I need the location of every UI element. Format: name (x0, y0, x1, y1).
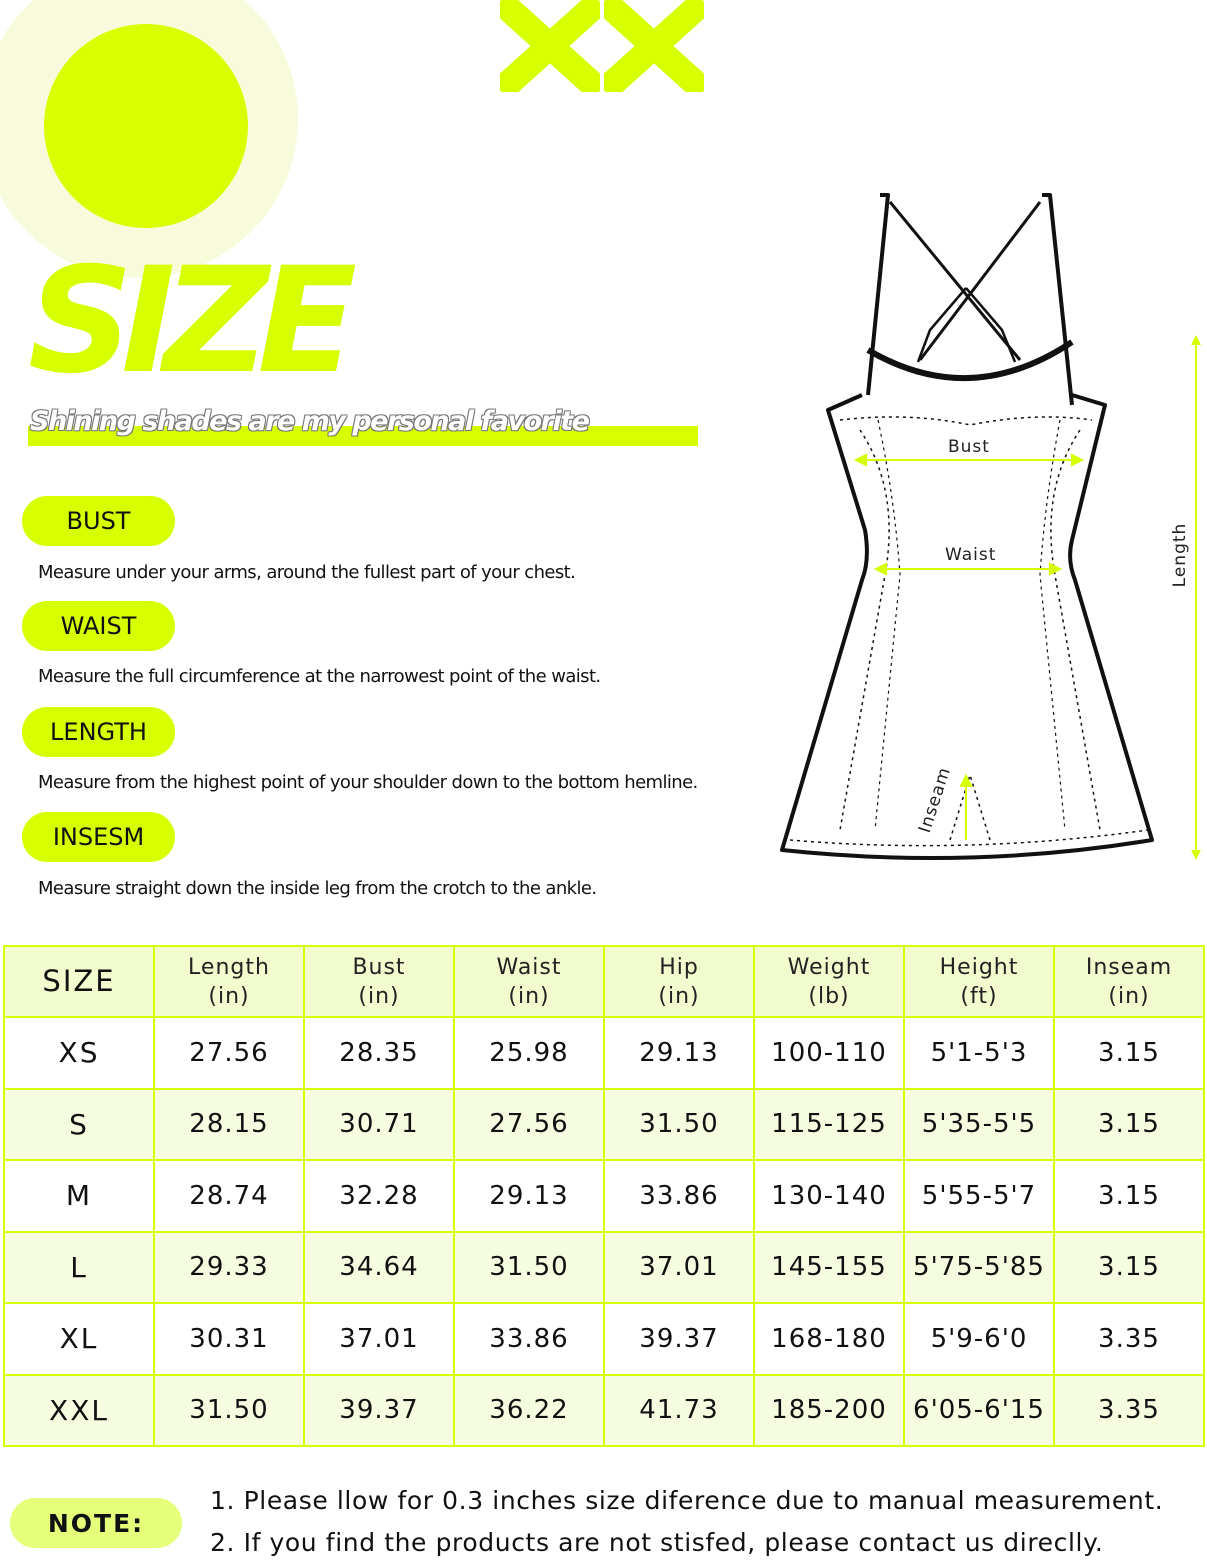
header-size (4, 946, 154, 1017)
table-cell: 41.73 (604, 1375, 754, 1447)
header-text: Waist (496, 954, 562, 980)
page-title: SIZE (28, 236, 346, 406)
table-cell: 3.15 (1054, 1232, 1204, 1304)
table-cell: 28.15 (154, 1089, 304, 1161)
table-header-row (4, 946, 1204, 1017)
table-cell: 29.33 (154, 1232, 304, 1304)
x-mark-icon (604, 0, 704, 92)
bust-label-pill: BUST (22, 496, 175, 546)
table-cell: 28.74 (154, 1160, 304, 1232)
table-cell: 30.31 (154, 1303, 304, 1375)
x-mark-icon (500, 0, 600, 92)
table-cell: 100-110 (754, 1017, 904, 1089)
table-row (4, 1160, 1204, 1232)
header-weight (754, 946, 904, 1017)
note-label-pill: NOTE: (10, 1498, 182, 1548)
table-row (4, 1017, 1204, 1089)
table-cell: 37.01 (604, 1232, 754, 1304)
header-waist (454, 946, 604, 1017)
header-unit: (in) (358, 983, 400, 1009)
table-cell: 5'9-6'0 (904, 1303, 1054, 1375)
size-cell: M (4, 1160, 154, 1232)
note-line-1: 1. Please llow for 0.3 inches size diference due to manual measurement. (210, 1486, 1164, 1515)
table-cell: 31.50 (454, 1232, 604, 1304)
header-text: Height (939, 954, 1019, 980)
table-cell: 32.28 (304, 1160, 454, 1232)
header-unit: (in) (658, 983, 700, 1009)
header-bust (304, 946, 454, 1017)
table-cell: 145-155 (754, 1232, 904, 1304)
table-cell: 31.50 (154, 1375, 304, 1447)
diagram-length-label: Length (1170, 522, 1190, 588)
table-cell: 29.13 (604, 1017, 754, 1089)
header-unit: (in) (208, 983, 250, 1009)
table-cell: 3.15 (1054, 1160, 1204, 1232)
header-text: SIZE (42, 964, 116, 998)
table-cell: 39.37 (304, 1375, 454, 1447)
header-inseam (1054, 946, 1204, 1017)
size-cell: S (4, 1089, 154, 1161)
table-cell: 6'05-6'15 (904, 1375, 1054, 1447)
diagram-inseam-label: Inseam (914, 764, 956, 836)
dress-outline-icon (770, 190, 1170, 870)
table-cell: 115-125 (754, 1089, 904, 1161)
note-line-2: 2. If you find the products are not stisfed, please contact us direclly. (210, 1528, 1104, 1557)
diagram-waist-label: Waist (945, 545, 997, 565)
table-cell: 5'35-5'5 (904, 1089, 1054, 1161)
table-cell: 28.35 (304, 1017, 454, 1089)
size-cell: XS (4, 1017, 154, 1089)
header-hip (604, 946, 754, 1017)
table-cell: 30.71 (304, 1089, 454, 1161)
header-unit: (in) (508, 983, 550, 1009)
size-cell: L (4, 1232, 154, 1304)
table-cell: 3.35 (1054, 1375, 1204, 1447)
table-cell: 5'55-5'7 (904, 1160, 1054, 1232)
table-cell: 130-140 (754, 1160, 904, 1232)
table-cell: 39.37 (604, 1303, 754, 1375)
size-chart-table (3, 945, 1205, 1447)
table-cell: 3.35 (1054, 1303, 1204, 1375)
table-row (4, 1303, 1204, 1375)
table-cell: 29.13 (454, 1160, 604, 1232)
table-cell: 5'1-5'3 (904, 1017, 1054, 1089)
table-cell: 25.98 (454, 1017, 604, 1089)
table-cell: 3.15 (1054, 1017, 1204, 1089)
table-cell: 185-200 (754, 1375, 904, 1447)
header-text: Bust (352, 954, 406, 980)
table-cell: 37.01 (304, 1303, 454, 1375)
bust-description: Measure under your arms, around the fullest part of your chest. (38, 562, 576, 583)
diagram-bust-label: Bust (948, 437, 990, 457)
table-cell: 34.64 (304, 1232, 454, 1304)
header-unit: (lb) (808, 983, 850, 1009)
size-cell: XXL (4, 1375, 154, 1447)
decorative-circle-inner (44, 24, 248, 228)
header-text: Length (188, 954, 270, 980)
header-text: Inseam (1085, 954, 1173, 980)
length-arrow-icon (1190, 335, 1202, 860)
table-cell: 3.15 (1054, 1089, 1204, 1161)
table-cell: 168-180 (754, 1303, 904, 1375)
header-unit: (ft) (960, 983, 998, 1009)
inseam-description: Measure straight down the inside leg from the crotch to the ankle. (38, 878, 597, 899)
length-label-pill: LENGTH (22, 707, 175, 757)
header-length (154, 946, 304, 1017)
length-description: Measure from the highest point of your shoulder down to the bottom hemline. (38, 772, 698, 793)
table-row (4, 1232, 1204, 1304)
waist-description: Measure the full circumference at the narrowest point of the waist. (38, 666, 601, 687)
table-cell: 27.56 (154, 1017, 304, 1089)
page-subtitle: Shining shades are my personal favorite (30, 406, 589, 437)
waist-label-pill: WAIST (22, 601, 175, 651)
table-cell: 31.50 (604, 1089, 754, 1161)
header-text: Hip (659, 954, 699, 980)
table-cell: 36.22 (454, 1375, 604, 1447)
table-cell: 33.86 (454, 1303, 604, 1375)
table-cell: 33.86 (604, 1160, 754, 1232)
size-cell: XL (4, 1303, 154, 1375)
header-unit: (in) (1108, 983, 1150, 1009)
header-text: Weight (787, 954, 871, 980)
table-row (4, 1375, 1204, 1447)
inseam-label-pill: INSESM (22, 812, 175, 862)
table-cell: 5'75-5'85 (904, 1232, 1054, 1304)
table-row (4, 1089, 1204, 1161)
table-cell: 27.56 (454, 1089, 604, 1161)
header-height (904, 946, 1054, 1017)
